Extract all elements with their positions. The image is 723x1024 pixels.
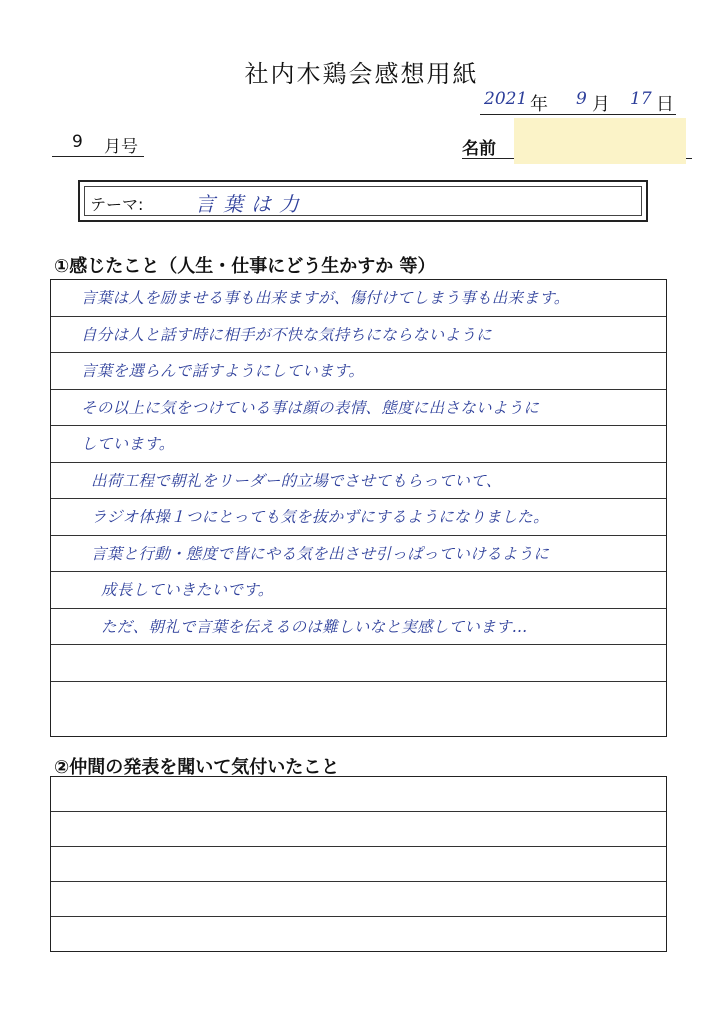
theme-inner-frame — [84, 186, 642, 216]
section1-line — [51, 645, 666, 682]
section2-line — [51, 882, 666, 917]
name-label: 名前 — [462, 139, 496, 159]
section2-line — [51, 847, 666, 882]
section1-line: 言葉と行動・態度で皆にやる気を出させ引っぱっていけるように — [51, 536, 666, 573]
section1-line: 言葉は人を励ませる事も出来ますが、傷付けてしまう事も出来ます。 — [51, 280, 666, 317]
section2-line — [51, 812, 666, 847]
issue-month: 9 — [72, 132, 83, 152]
section1-line: 自分は人と話す時に相手が不快な気持ちにならないように — [51, 317, 666, 354]
section1-line: 出荷工程で朝礼をリーダー的立場でさせてもらっていて、 — [51, 463, 666, 500]
name-field — [462, 132, 692, 159]
date-year-label: 年 — [530, 94, 548, 115]
date-day: 17 — [630, 89, 652, 109]
name-redaction — [514, 118, 686, 164]
section2-line — [51, 777, 666, 812]
section2-line — [51, 917, 666, 951]
section1-line: ラジオ体操１つにとっても気を抜かずにするようになりました。 — [51, 499, 666, 536]
theme-box — [78, 180, 648, 222]
date-year: 2021 — [484, 89, 528, 109]
section1-line: しています。 — [51, 426, 666, 463]
section1-line — [51, 682, 666, 719]
date-month-label: 月 — [592, 94, 610, 115]
section2-heading: ②仲間の発表を聞いて気付いたこと — [54, 757, 340, 778]
section1-line: 言葉を選らんで話すようにしています。 — [51, 353, 666, 390]
date-field — [480, 86, 676, 115]
theme-label: テーマ: — [90, 195, 144, 214]
date-month: 9 — [576, 89, 587, 109]
section1-line: 成長していきたいです。 — [51, 572, 666, 609]
section1-lines — [50, 279, 667, 737]
date-day-label: 日 — [656, 94, 674, 115]
theme-value: 言葉は力 — [195, 192, 307, 216]
section1-line: その以上に気をつけている事は顔の表情、態度に出さないように — [51, 390, 666, 427]
section1-heading: ①感じたこと（人生・仕事にどう生かすか 等） — [54, 256, 436, 277]
section2-lines — [50, 776, 667, 952]
issue-label: 月号 — [104, 137, 138, 157]
section1-line: ただ、朝礼で言葉を伝えるのは難しいなと実感しています… — [51, 609, 666, 646]
form-title: 社内木鶏会感想用紙 — [244, 60, 479, 88]
issue-field — [52, 132, 144, 157]
